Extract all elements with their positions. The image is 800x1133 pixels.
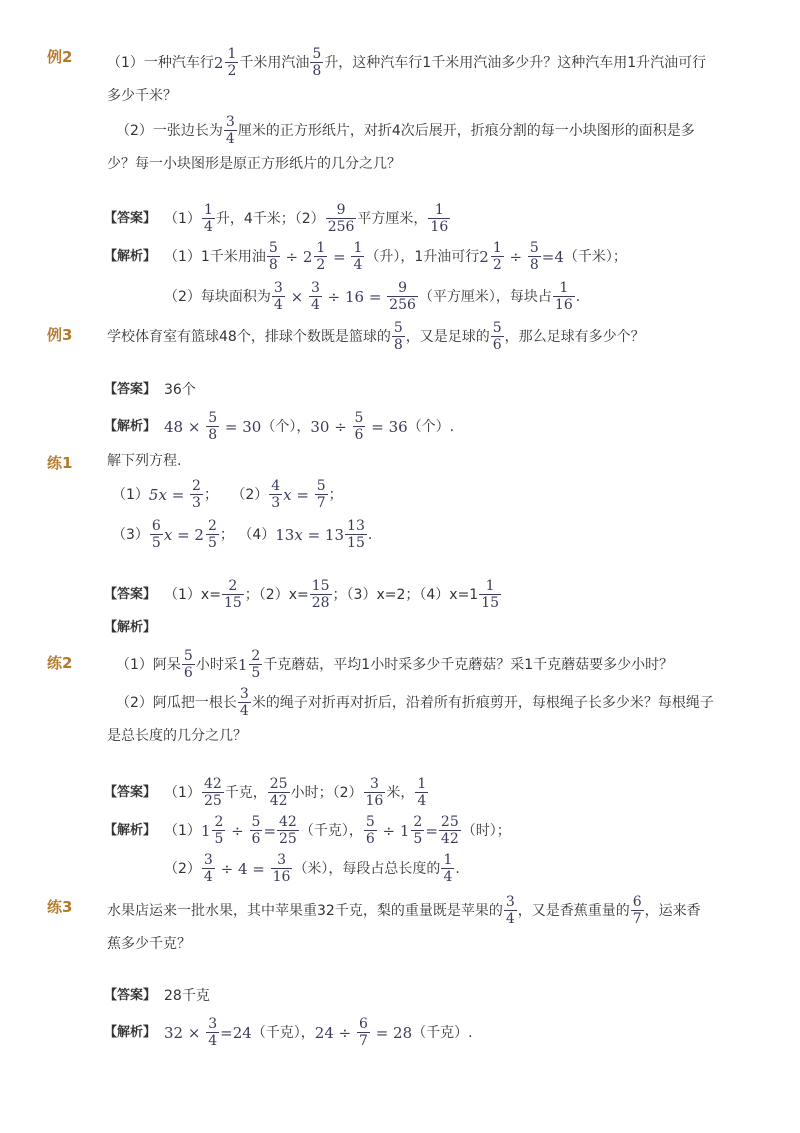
- ex3-question: 学校体育室有篮球48个，排球个数既是篮球的 5 8 ，又是足球的 5 6 ，那么足球有多少个？: [107, 320, 645, 353]
- pr1-question: 解下列方程.: [107, 453, 182, 469]
- ex2-question-1-line2: 多少千米？: [107, 88, 177, 104]
- pr1-answer: 【答案】 （1）x= $\frac{2}{15}$ ；（2）x= $\frac{15}{28}$ ；（3）x=2；（4）x=1 1 15: [104, 578, 500, 611]
- ex3-analysis: 【解析】 48 × $\frac{5}{8}$ = 30 （个）， 30 ÷ $\frac{5}{6}$ = 36 （个）.: [104, 410, 455, 443]
- pr3-answer: 【答案】 28千克: [104, 988, 210, 1004]
- pr1-equations-1-2: （1） 5x = $\frac{2}{3}$ ； （2） 4 3 x = $\frac{5}{7}$ ；: [112, 478, 343, 511]
- pr2-analysis-1: 【解析】 （1） 1 2 5 ÷ $\frac{5}{6}$ = $\frac{42}{25}$ （千克）， $\frac{5}{6}$ ÷ 1 2 5 = $\frac{25}{42}$ （时）；: [104, 814, 511, 847]
- fraction: 3 4: [225, 114, 235, 147]
- ex2-question-2-line2: 少？每一小块图形是原正方形纸片的几分之几？: [107, 156, 401, 172]
- pr1-analysis: 【解析】: [104, 620, 157, 635]
- pr2-question-2-line2: 是总长度的几分之几？: [107, 728, 247, 744]
- pr2-answer: 【答案】 （1） 42 25 千克， 25 42 小时；（2） 3 16 米， 1 4: [104, 776, 427, 809]
- pr3-question: 水果店运来一批水果，其中苹果重32千克，梨的重量既是苹果的 3 4 ，又是香蕉重量的 6 7 ，运来香: [107, 894, 701, 927]
- pr2-analysis-2: （2） $\frac{3}{4}$ ÷ 4 = $\frac{3}{16}$ （米），每段占总长度的 1 4 .: [164, 852, 460, 885]
- pr3-analysis: 【解析】 32 × $\frac{3}{4}$ =24 （千克）， 24 ÷ $\frac{6}{7}$ = 28 （千克）.: [104, 1016, 473, 1049]
- section-label-pr3: 练3: [47, 898, 73, 916]
- fraction: 5 8: [312, 46, 322, 79]
- ex2-question-2: （2）一张边长为 3 4 厘米的正方形纸片，对折4次后展开，折痕分割的每一小块图形的面积是多: [116, 114, 695, 147]
- section-label-pr1: 练1: [47, 454, 73, 472]
- section-label-ex3: 例3: [47, 326, 73, 344]
- pr2-question-1: （1）阿呆 5 6 小时采 1 2 5 千克蘑菇，平均1小时采多少千克蘑菇？采1千克蘑菇要多少小时？: [116, 648, 674, 681]
- section-label-pr2: 练2: [47, 654, 73, 672]
- ex2-analysis-2: （2）每块面积为 $\frac{3}{4}$ × $\frac{3}{4}$ ÷ 16 = $\frac{9}{256}$ （平方厘米），每块占 1 16 .: [164, 280, 581, 313]
- pr2-question-2: （2）阿瓜把一根长 3 4 米的绳子对折再对折后，沿着所有折痕剪开，每根绳子长多少米？每根绳子: [116, 686, 714, 719]
- mixed-number: 2 1 2: [213, 46, 237, 79]
- pr3-question-line2: 蕉多少千克？: [107, 936, 191, 952]
- ex2-analysis-1: 【解析】 （1）1千米用油 $\frac{5}{8}$ ÷ 2 1 2 = $\frac{1}{4}$ （升），1升油可行 2 1 2 ÷ $\frac{5}{8}$ =4 （千米）；: [104, 240, 627, 273]
- ex2-question-1: （1）一种汽车行 2 1 2 千米用汽油 5 8 升，这种汽车行1千米用汽油多少升？这种汽车用1升汽油可行: [107, 46, 707, 79]
- section-label-ex2: 例2: [47, 48, 73, 66]
- ex3-answer: 【答案】 36个: [104, 382, 196, 398]
- pr1-equations-3-4: （3） 6 5 x = 2 2 5 ； （4） 13x = 13 13 15 .: [112, 518, 373, 551]
- ex2-answer: 【答案】 （1） 1 4 升，4千米；（2） 9 256 平方厘米， 1 16: [104, 202, 449, 235]
